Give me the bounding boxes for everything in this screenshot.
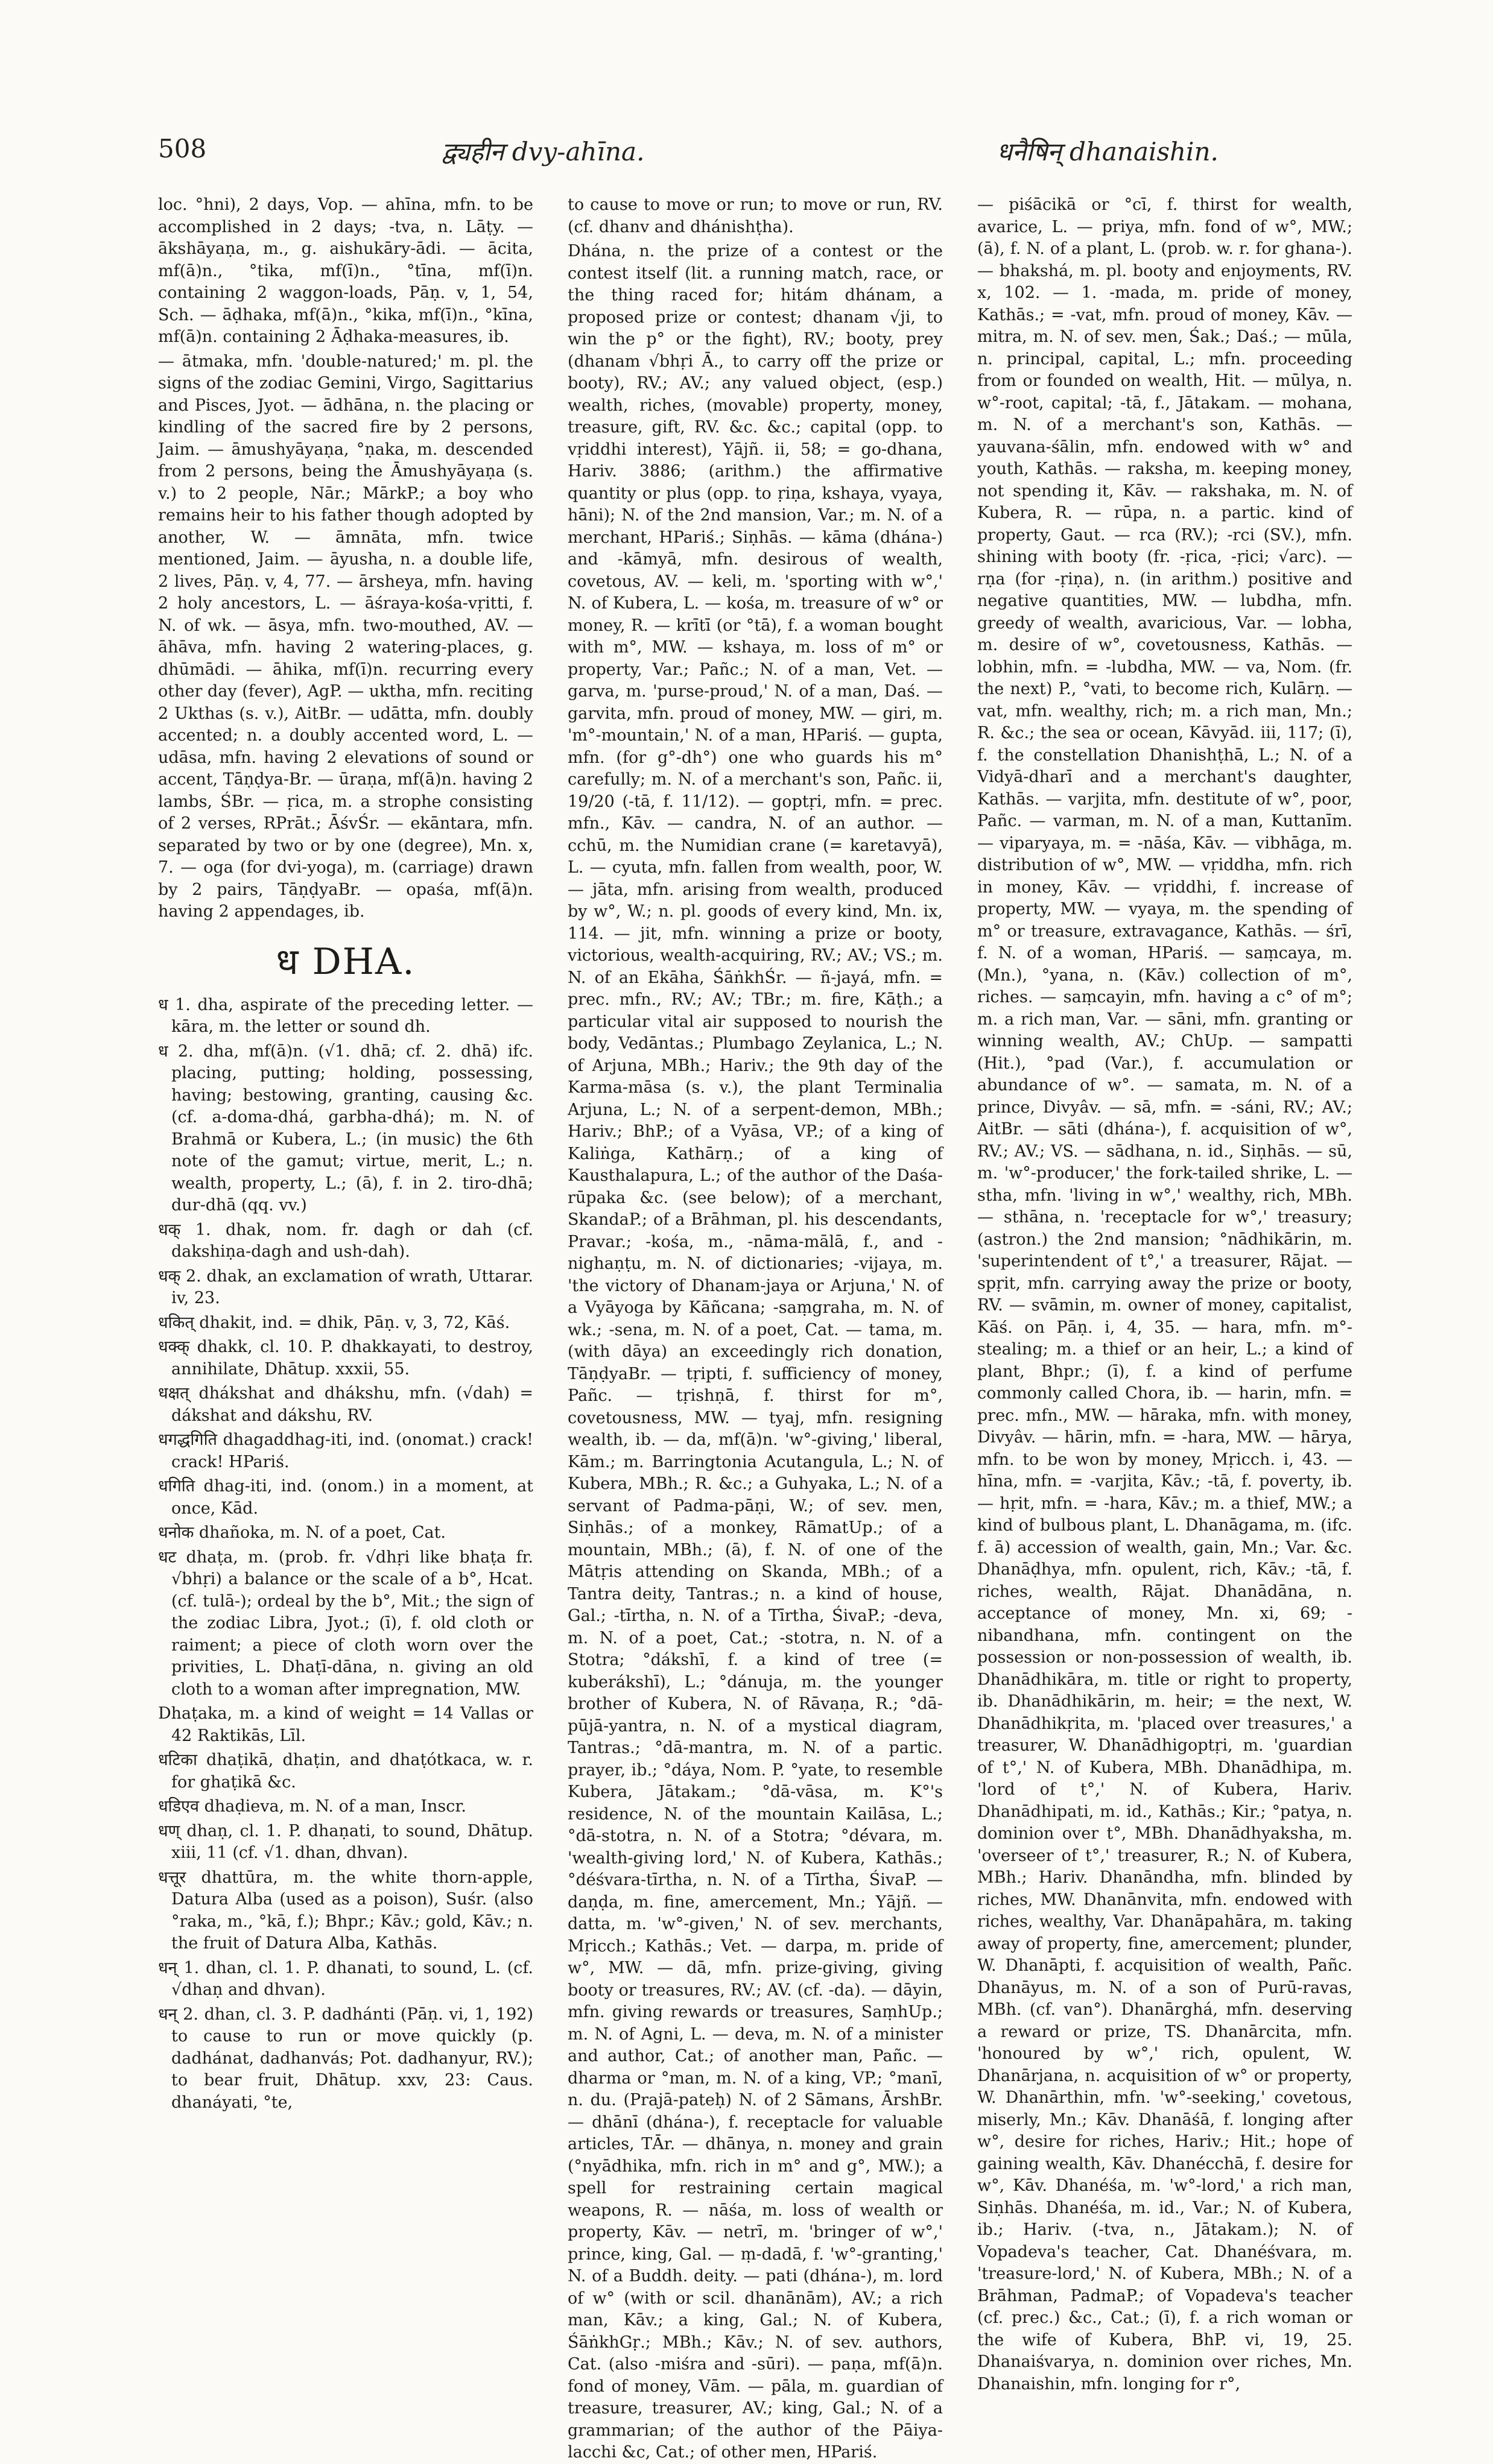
column-1	[158, 194, 533, 2112]
dictionary-entry: धक् 1. dhak, nom. fr. dagh or dah (cf. dakshiṇa-dagh and ush-dah).	[158, 1220, 533, 1261]
dictionary-entry: धत्तूर dhattūra, m. the white thorn-apple, Datura Alba (used as a poison), Suśr. (also °raka, m., °kā, f.); Bhpr.; Kāv.; gold, Kāv.; n. the fruit of Datura Alba, Kathās.	[158, 1868, 533, 1953]
dictionary-entry: धक् 2. dhak, an exclamation of wrath, Uttarar. iv, 23.	[158, 1266, 533, 1307]
entry-text: to cause to move or run; to move or run, RV. (cf. dhanv and dhánishṭha).	[568, 195, 943, 236]
dictionary-entry: धडिएव dhaḍieva, m. N. of a man, Inscr.	[158, 1797, 466, 1816]
dictionary-entry: ध 1. dha, aspirate of the preceding letter. — kāra, m. the letter or sound dh.	[158, 995, 533, 1036]
guide-word-left: द्व्यहीन dvy-ahīna.	[442, 137, 645, 166]
dictionary-entry: धटिका dhaṭikā, dhaṭin, and dhaṭótkaca, w. r. for ghaṭikā &c.	[158, 1751, 533, 1792]
dictionary-entry: धट dhaṭa, m. (prob. fr. √dhṛi like bhaṭa fr. √bhṛi) a balance or the scale of a b°, Hcat. (cf. tulā-); ordeal by the b°, Mit.; the sign of the zodiac Libra, Jyot.; (ī), f. old cloth or raiment; a piece of cloth worn over the privities, L. Dhaṭī-dāna, n. giving an old cloth to a woman after impregnation, MW.	[158, 1547, 533, 1699]
column-3	[977, 194, 1352, 2393]
dictionary-entry: धक्क् dhakk, cl. 10. P. dhakkayati, to destroy, annihilate, Dhātup. xxxii, 55.	[158, 1338, 533, 1379]
running-header	[158, 134, 1352, 176]
dictionary-entry: धक्षत् dhákshat and dhákshu, mfn. (√dah) = dákshat and dákshu, RV.	[158, 1384, 533, 1425]
dictionary-entry: Dhaṭaka, m. a kind of weight = 14 Vallas or 42 Raktikās, Līl.	[158, 1704, 533, 1745]
dictionary-entry: धगिति dhag-iti, ind. (onom.) in a moment, at once, Kād.	[158, 1477, 533, 1518]
entry-text: — piśācikā or °cī, f. thirst for wealth, avarice, L. — priya, mfn. fond of w°, MW.; (ā), f. N. of a plant, L. (prob. w. r. for ghana-). — bhakshá, m. pl. booty and enjoyments, RV. x, 102. — 1. -mada, m. pride of money, Kathās.; = -vat, mfn. proud of money, Kāv. — mitra, m. N. of sev. men, Śak.; Daś.; — mūla, n. principal, capital, L.; mfn. proceeding from or founded on wealth, Hit. — mūlya, n. w°-root, capital; -tā, f., Jātakam. — mohana, m. N. of a merchant's son, Kathās. — yauvana-śālin, mfn. endowed with w° and youth, Kathās. — raksha, m. keeping money, not spending it, Kāv. — rakshaka, m. N. of Kubera, R. — rūpa, n. a partic. kind of property, Gaut. — rca (RV.); -rci (SV.), mfn. shining with booty (fr. -ṛica, -ṛici; √arc). — rṇa (for -ṛiṇa), n. (in arithm.) positive and negative quantities, MW. — lubdha, mfn. greedy of wealth, avaricious, Var. — lobha, m. desire of w°, covetousness, Kathās. — lobhin, mfn. = -lubdha, MW. — va, Nom. (fr. the next) P., °vati, to become rich, Kulārṇ. — vat, mfn. wealthy, rich; m. a rich man, Mn.; R. &c.; the sea or ocean, Kāvyād. iii, 117; (ī), f. the constellation Dhanishṭhā, L.; N. of a Vidyā-dharī and a merchant's daughter, Kathās. — varjita, mfn. destitute of w°, poor, Pañc. — varman, m. N. of a man, Kuttanīm. — viparyaya, m. = -nāśa, Kāv. — vibhāga, m. distribution of w°, MW. — vṛiddha, mfn. rich in money, Kāv. — vṛiddhi, f. increase of property, MW. — vyaya, m. the spending of m° or treasure, extravagance, Kathās. — śrī, f. N. of a woman, HPariś. — saṃcaya, m. (Mn.), °yana, n. (Kāv.) collection of m°, riches. — saṃcayin, mfn. having a c° of m°; m. a rich man, Var. — sāni, mfn. granting or winning wealth, AV.; ChUp. — sampatti (Hit.), °pad (Var.), f. accumulation or abundance of w°. — samata, m. N. of a prince, Divyâv. — sā, mfn. = -sáni, RV.; AV.; AitBr. — sāti (dhána-), f. acquisition of w°, RV.; AV.; VS. — sādhana, n. id., Siṇhās. — sū, m. 'w°-producer,' the fork-tailed shrike, L. — stha, mfn. 'living in w°,' wealthy, rich, MBh. — sthāna, n. 'receptacle for w°,' treasury; (astron.) the 2nd mansion; °nādhikārin, m. 'superintendent of t°,' a treasurer, Rājat. — spṛit, mfn. carrying away the prize or booty, RV. — svāmin, m. owner of money, capitalist, Kāś. on Pāṇ. i, 4, 35. — hara, mfn. m°-stealing; m. a thief or an heir, L.; a kind of plant, Bhpr.; (ī), f. a kind of perfume commonly called Chora, ib. — harin, mfn. = prec. mfn., MW. — hāraka, mfn. with money, Divyâv. — hārin, mfn. = -hara, MW. — hārya, mfn. to be won by money, Mṛicch. i, 43. — hīna, mfn. = -varjita, Kāv.; -tā, f. poverty, ib. — hṛit, mfn. = -hara, Kāv.; m. a thief, MW.; a kind of bulbous plant, L. Dhanāgama, m. (ifc. f. ā) accession of wealth, gain, Mn.; Var. &c. Dhanāḍhya, mfn. opulent, rich, Kāv.; -tā, f. riches, wealth, Rājat. Dhanādāna, n. acceptance of money, Mn. xi, 69; -nibandhana, mfn. contingent on the possession or non-possession of wealth, ib. Dhanādhikāra, m. title or right to property, ib. Dhanādhikārin, m. heir; = the next, W. Dhanādhikṛita, m. 'placed over treasures,' a treasurer, W. Dhanādhigoptṛi, m. 'guardian of t°,' N. of Kubera, MBh. Dhanādhipa, m. 'lord of t°,' N. of Kubera, Hariv. Dhanādhipati, m. id., Kathās.; Kir.; °patya, n. dominion over t°, MBh. Dhanādhyaksha, m. 'overseer of t°,' treasurer, R.; N. of Kubera, MBh.; Hariv. Dhanāndha, mfn. blinded by riches, MW. Dhanānvita, mfn. endowed with riches, wealthy, Var. Dhanāpahāra, m. taking away of property, fine, amercement; plunder, W. Dhanāpti, f. acquisition of wealth, Pañc. Dhanāyus, m. N. of a son of Purū-ravas, MBh. (cf. van°). Dhanārghá, mfn. deserving a reward or prize, TS. Dhanārcita, mfn. 'honoured by w°,' rich, opulent, W. Dhanārjana, n. acquisition of w° or property, W. Dhanārthin, mfn. 'w°-seeking,' covetous, miserly, Mn.; Kāv. Dhanāśā, f. longing after w°, desire for riches, Hariv.; Hit.; hope of gaining wealth, Kāv. Dhanécchā, f. desire for w°, Kāv. Dhanéśa, m. 'w°-lord,' a rich man, Siṇhās. Dhanéśa, m. id., Var.; N. of Kubera, ib.; Hariv. (-tva, n., Jātakam.); N. of Vopadeva's teacher, Cat. Dhanéśvara, m. 'treasure-lord,' N. of Kubera, MBh.; N. of a Brāhman, PadmaP.; of Vopadeva's teacher (cf. prec.) &c., Cat.; (ī), f. a rich woman or the wife of Kubera, BhP. vi, 19, 25. Dhanaiśvarya, n. dominion over riches, Mn. Dhanaishin, mfn. longing for r°,	[977, 195, 1352, 2393]
dictionary-columns	[158, 194, 1352, 2462]
dictionary-entry: धण् dhaṇ, cl. 1. P. dhaṇati, to sound, Dhātup. xiii, 11 (cf. √1. dhan, dhvan).	[158, 1821, 533, 1862]
dictionary-entry: धन् 1. dhan, cl. 1. P. dhanati, to sound, L. (cf. √dhaṇ and dhvan).	[158, 1958, 533, 1999]
guide-word-right: धनैषिन् dhanaishin.	[997, 137, 1219, 166]
dictionary-entry: ध 2. dha, mf(ā)n. (√1. dhā; cf. 2. dhā) ifc. placing, putting; holding, possessing, having; bestowing, granting, causing &c. (cf. a-doma-dhá, garbha-dhá); m. N. of Brahmā or Kubera, L.; (in music) the 6th note of the gamut; virtue, merit, L.; n. wealth, property, L.; (ā), f. in 2. tiro-dhā; dur-dhā (qq. vv.)	[158, 1041, 533, 1215]
entry-text: loc. °hni), 2 days, Vop. — ahīna, mfn. to be accomplished in 2 days; -tva, n. Lāṭy. — ākshāyaṇa, m., g. aishukāry-ādi. — ācita, mf(ā)n., °tika, mf(ī)n., °tīna, mf(ī)n. containing 2 waggon-loads, Pāṇ. v, 1, 54, Sch. — āḍhaka, mf(ā)n., °kika, mf(ī)n., °kīna, mf(ā)n. containing 2 Āḍhaka-measures, ib.	[158, 195, 533, 346]
dictionary-entry: धगद्धगिति dhagaddhag-iti, ind. (onomat.) crack! crack! HPariś.	[158, 1430, 533, 1471]
dictionary-entry: धनोक dhañoka, m. N. of a poet, Cat.	[158, 1523, 446, 1542]
page-number: 508	[158, 134, 207, 163]
section-heading: ध DHA.	[276, 940, 416, 983]
dictionary-entry: धन् 2. dhan, cl. 3. P. dadhánti (Pāṇ. vi, 1, 192) to cause to run or move quickly (p. dadhánat, dadhanvás; Pot. dadhanyur, RV.); to bear fruit, Dhātup. xxv, 23: Caus. dhanáyati, °te,	[158, 2004, 533, 2112]
entry-text: — ātmaka, mfn. 'double-natured;' m. pl. the signs of the zodiac Gemini, Virgo, Sagittarius and Pisces, Jyot. — ādhāna, n. the placing or kindling of the sacred fire by 2 persons, Jaim. — āmushyāyaṇa, °ṇaka, m. descended from 2 persons, being the Āmushyāyaṇa (s. v.) to 2 people, Nār.; MārkP.; a boy who remains heir to his father though adopted by another, W. — āmnāta, mfn. twice mentioned, Jaim. — āyusha, n. a double life, 2 lives, Pāṇ. v, 4, 77. — ārsheya, mfn. having 2 holy ancestors, L. — āśraya-kośa-vṛitti, f. N. of wk. — āsya, mfn. two-mouthed, AV. — āhāva, mfn. having 2 watering-places, g. dhūmādi. — āhika, mf(ī)n. recurring every other day (fever), AgP. — uktha, mfn. reciting 2 Ukthas (s. v.), AitBr. — udātta, mfn. doubly accented; n. a doubly accented word, L. — udāsa, mfn. having 2 elevations of sound or accent, Tāṇḍya-Br. — ūraṇa, mf(ā)n. having 2 lambs, ŚBr. — ṛica, m. a strophe consisting of 2 verses, RPrāt.; ĀśvŚr. — ekāntara, mfn. separated by two or by one (degree), Mn. x, 7. — oga (for dvi-yoga), m. (carriage) drawn by 2 pairs, TāṇḍyaBr. — opaśa, mf(ā)n. having 2 appendages, ib.	[158, 352, 533, 921]
entry-text: Dhána, n. the prize of a contest or the contest itself (lit. a running match, race, or the thing raced for; hitám dhánam, a proposed prize or contest; dhanam √ji, to win the p° or the fight), RV.; booty, prey (dhanam √bhṛi Ā., to carry off the prize or booty), RV.; AV.; any valued object, (esp.) wealth, riches, (movable) property, money, treasure, gift, RV. &c. &c.; capital (opp. to vṛiddhi interest), Yājñ. ii, 58; = go-dhana, Hariv. 3886; (arithm.) the affirmative quantity or plus (opp. to ṛiṇa, kshaya, vyaya, hāni); N. of the 2nd mansion, Var.; m. N. of a merchant, HPariś.; Siṇhās. — kāma (dhána-) and -kāmyā, mfn. desirous of wealth, covetous, AV. — keli, m. 'sporting with w°,' N. of Kubera, L. — kośa, m. treasure of w° or money, R. — krītī (or °tā), f. a woman bought with m°, MW. — kshaya, m. loss of m° or property, Var.; Pañc.; N. of a man, Vet. — garva, m. 'purse-proud,' N. of a man, Daś. — garvita, mfn. proud of money, MW. — giri, m. 'm°-mountain,' N. of a man, HPariś. — gupta, mfn. (for g°-dh°) one who guards his m° carefully; m. N. of a merchant's son, Pañc. ii, 19/20 (-tā, f. 11/12). — goptṛi, mfn. = prec. mfn., Kāv. — candra, N. of an author. — cchū, m. the Numidian crane (= karetavyā), L. — cyuta, mfn. fallen from wealth, poor, W. — jāta, mfn. arising from wealth, produced by w°, W.; n. pl. goods of every kind, Mn. ix, 114. — jit, mfn. winning a prize or booty, victorious, wealth-acquiring, RV.; AV.; VS.; m. N. of an Ekāha, ŚāṅkhŚr. — ñ-jayá, mfn. = prec. mfn., RV.; AV.; TBr.; m. fire, Kāṭh.; a particular vital air supposed to nourish the body, Vedāntas.; Plumbago Zeylanica, L.; N. of Arjuna, MBh.; Hariv.; the 9th day of the Karma-māsa (s. v.), the plant Terminalia Arjuna, L.; N. of a serpent-demon, MBh.; Hariv.; BhP.; of a Vyāsa, VP.; of a king of Kaliṅga, Kathārṇ.; of a king of Kausthalapura, L.; of the author of the Daśa-rūpaka &c. (see below); of a merchant, SkandaP.; of a Brāhman, pl. his descendants, Pravar.; -kośa, m., -nāma-mālā, f., and -nighaṇṭu, m. N. of dictionaries; -vijaya, m. 'the victory of Dhanam-jaya or Arjuna,' N. of a Vyāyoga by Kāñcana; -saṃgraha, m. N. of wk.; -sena, m. N. of a poet, Cat. — tama, m. (with dāya) an exceedingly rich donation, TāṇḍyaBr. — tṛipti, f. sufficiency of money, Pañc. — tṛishṇā, f. thirst for m°, covetousness, MW. — tyaj, mfn. resigning wealth, ib. — da, mf(ā)n. 'w°-giving,' liberal, Kām.; m. Barringtonia Acutangula, L.; N. of Kubera, MBh.; R. &c.; a Guhyaka, L.; N. of a servant of Padma-pāṇi, W.; of sev. men, Siṇhās.; of a monkey, RāmatUp.; of a mountain, MBh.; (ā), f. N. of one of the Mātṛis attending on Skanda, MBh.; of a Tantra deity, Tantras.; n. a kind of house, Gal.; -tīrtha, n. N. of a Tīrtha, ŚivaP.; -deva, m. N. of a poet, Cat.; -stotra, n. N. of a Stotra; °dákshī, f. a kind of tree (= kuberákshī), L.; °dánuja, m. the younger brother of Kubera, N. of Rāvaṇa, R.; °dā-pūjā-yantra, n. N. of a mystical diagram, Tantras.; °dā-mantra, m. N. of a partic. prayer, ib.; °dáya, Nom. P. °yate, to resemble Kubera, Jātakam.; °dā-vāsa, m. K°'s residence, N. of the mountain Kailāsa, L.; °dā-stotra, n. N. of a Stotra; °dé́vara, m. 'wealth-giving lord,' N. of Kubera, Kathās.; °déśvara-tīrtha, n. N. of a Tīrtha, ŚivaP. — daṇḍa, m. fine, amercement, Mn.; Yājñ. — datta, m. 'w°-given,' N. of sev. merchants, Mṛicch.; Kathās.; Vet. — darpa, m. pride of w°, MW. — dā, mfn. prize-giving, giving booty or treasures, RV.; AV. (cf. -da). — dāyin, mfn. giving rewards or treasures, SaṃhUp.; m. N. of Agni, L. — deva, m. N. of a minister and author, Cat.; of another man, Pañc. — dharma or °man, m. N. of a king, VP.; °manī, n. du. (Prajā-pateḥ) N. of 2 Sāmans, ĀrshBr. — dhānī (dhána-), f. receptacle for valuable articles, TĀr. — dhānya, n. money and grain (°nyādhika, mfn. rich in m° and g°, MW.); a spell for restraining certain magical weapons, R. — nāśa, m. loss of wealth or property, Kāv. — netrī, m. 'bringer of w°,' prince, king, Gal. — ṃ-dadā, f. 'w°-granting,' N. of a Buddh. deity. — pati (dhána-), m. lord of w° (with or scil. dhanānām), AV.; a rich man, Kāv.; a king, Gal.; N. of Kubera, ŚāṅkhGṛ.; MBh.; Kāv.; N. of sev. authors, Cat. (also -miśra and -sūri). — paṇa, mf(ā)n. fond of money, Vām. — pāla, m. guardian of treasure, treasurer, AV.; king, Gal.; N. of a grammarian; of the author of the Pāiya-lacchi &c, Cat.; of other men, HPariś.	[568, 242, 943, 2462]
column-2	[568, 194, 943, 2462]
dictionary-entry: धकित् dhakit, ind. = dhik, Pāṇ. v, 3, 72, Kāś.	[158, 1313, 510, 1332]
